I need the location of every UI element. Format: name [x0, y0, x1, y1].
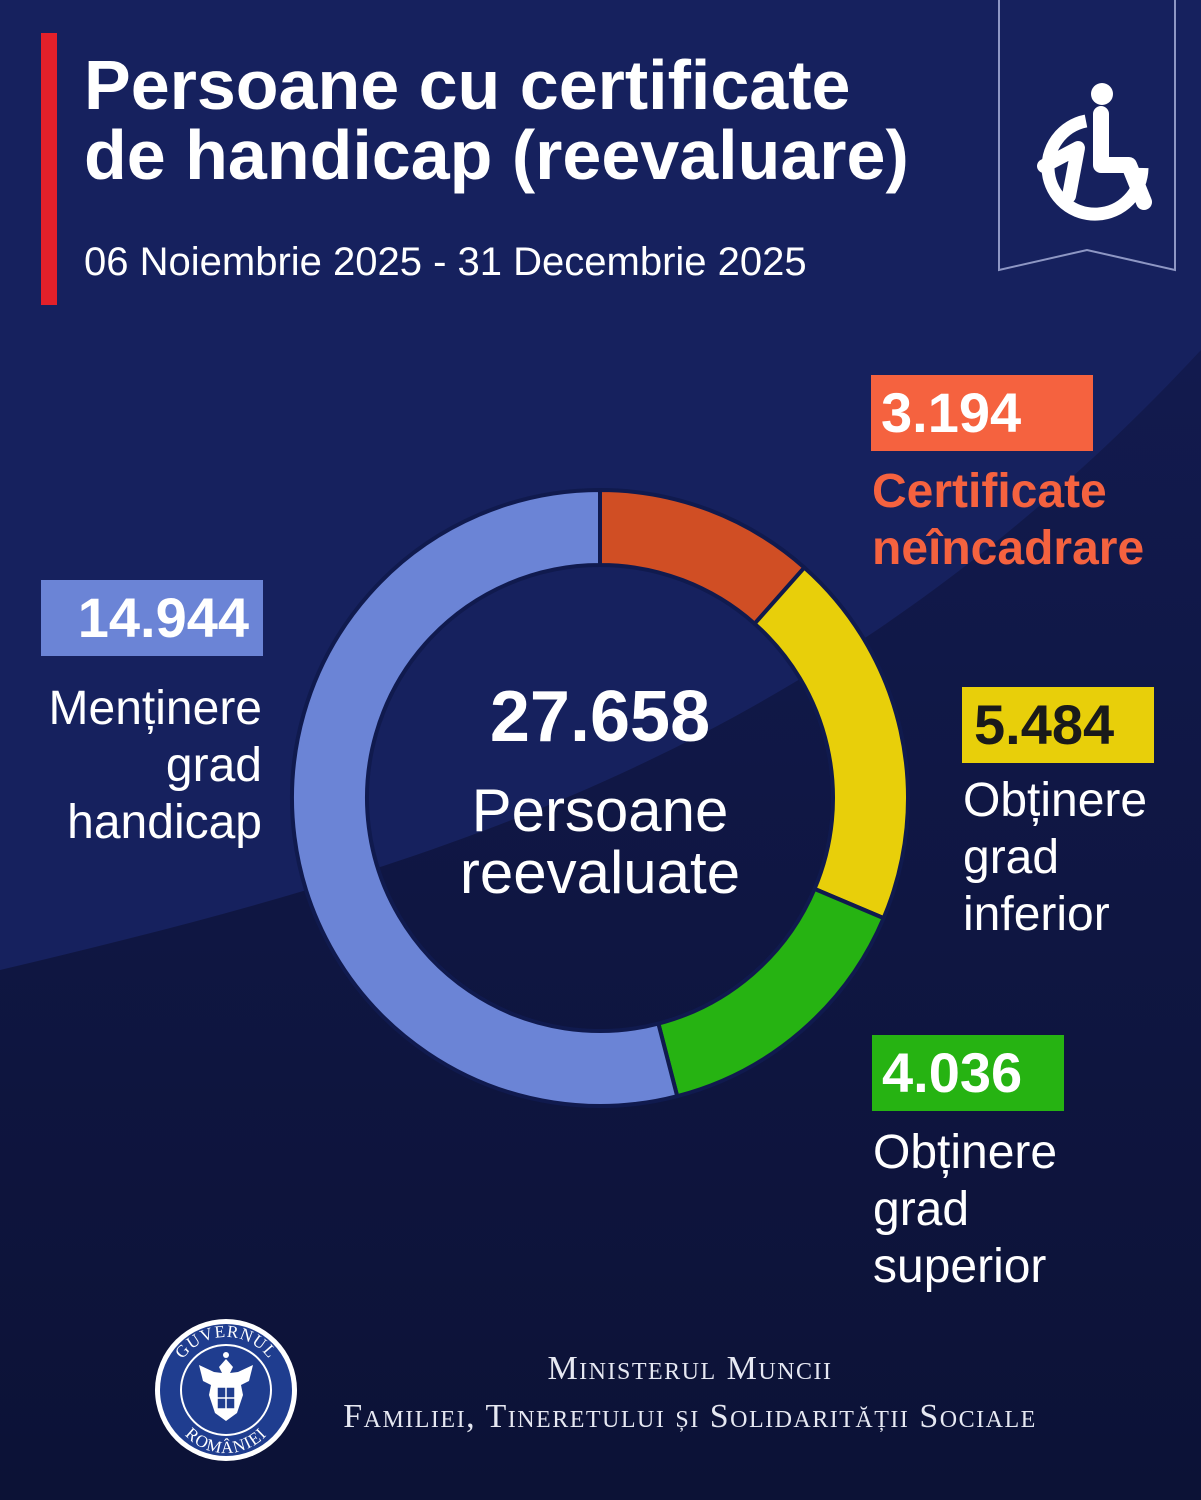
value-box-mentinere: 14.944 — [41, 580, 263, 656]
value-box-neincadrare: 3.194 — [871, 375, 1093, 451]
ministry-name — [300, 1345, 1080, 1441]
total-value: 27.658 — [489, 677, 711, 757]
ministry-line-2: Familiei, Tineretului și Solidarității Sociale — [343, 1398, 1037, 1435]
donut-slice-superior — [658, 889, 883, 1096]
value-box-grad-superior: 4.036 — [872, 1035, 1064, 1111]
title-line-1: Persoane cu certificate — [84, 46, 851, 124]
government-seal-icon — [153, 1317, 299, 1463]
label-grad-inferior: Obținere grad inferior — [963, 774, 1148, 941]
title-line-2: de handicap (reevaluare) — [84, 116, 909, 194]
label-grad-superior: Obținere grad superior — [873, 1126, 1058, 1293]
total-label: Persoane reevaluate — [459, 777, 741, 906]
ministry-line-1: Ministerul Muncii — [547, 1350, 833, 1387]
period-subtitle: 06 Noiembrie 2025 - 31 Decembrie 2025 — [84, 240, 807, 284]
seal-text-bottom: ROMÂNIEI — [181, 1423, 271, 1458]
seal-text-top: GUVERNUL — [171, 1321, 281, 1363]
label-mentinere: Menținere grad handicap — [48, 682, 262, 849]
label-neincadrare: Certificate neîncadrare — [872, 465, 1145, 575]
value-box-grad-inferior: 5.484 — [962, 687, 1154, 763]
